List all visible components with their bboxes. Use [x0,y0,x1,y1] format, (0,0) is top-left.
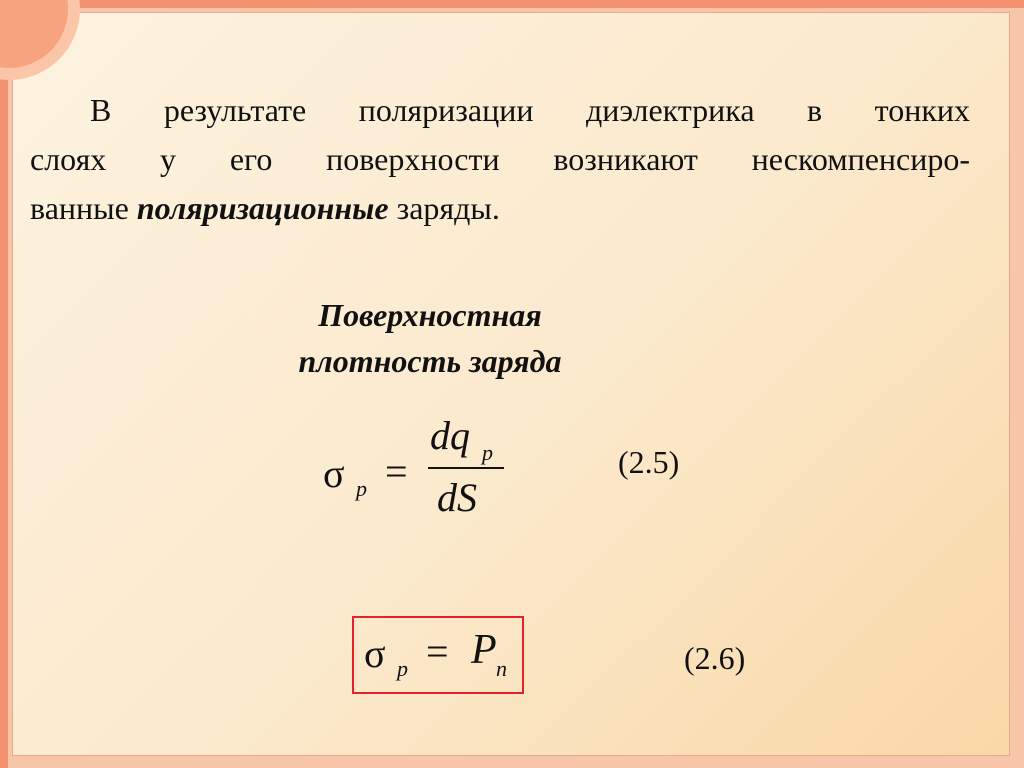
numerator: dq [430,413,470,458]
equals-sign-2: = [426,629,449,674]
paragraph-line-1: В результате поляризации диэлектрика в тонких [90,92,970,128]
paragraph-line-3 [30,184,970,233]
paragraph-line-3-start: ванные [30,190,137,226]
section-heading [250,292,610,384]
equation-number-2-5: (2.5) [618,444,680,480]
body-paragraph [30,86,970,233]
paragraph-line-2: слоях у его поверхности возникают нескомпенсиро- [30,141,970,177]
emphasized-term: поляризационные [136,190,389,226]
sigma-subscript-2: p [397,656,408,681]
sigma-symbol: σ [323,451,345,496]
sigma-subscript: p [356,476,367,501]
equals-sign: = [385,449,408,494]
heading-line-2: плотность заряда [298,343,562,379]
fraction-bar [428,467,504,469]
paragraph-line-3-end: заряды. [388,190,500,226]
sigma-symbol-2: σ [364,631,386,676]
left-accent-bar [0,0,8,768]
numerator-subscript: p [482,440,493,465]
top-accent-bar [0,0,1024,8]
heading-line-1: Поверхностная [318,297,542,333]
polarization-subscript: n [496,656,507,681]
denominator: dS [437,475,477,520]
polarization-symbol: P [471,627,497,673]
equation-number-2-6: (2.6) [684,640,746,676]
